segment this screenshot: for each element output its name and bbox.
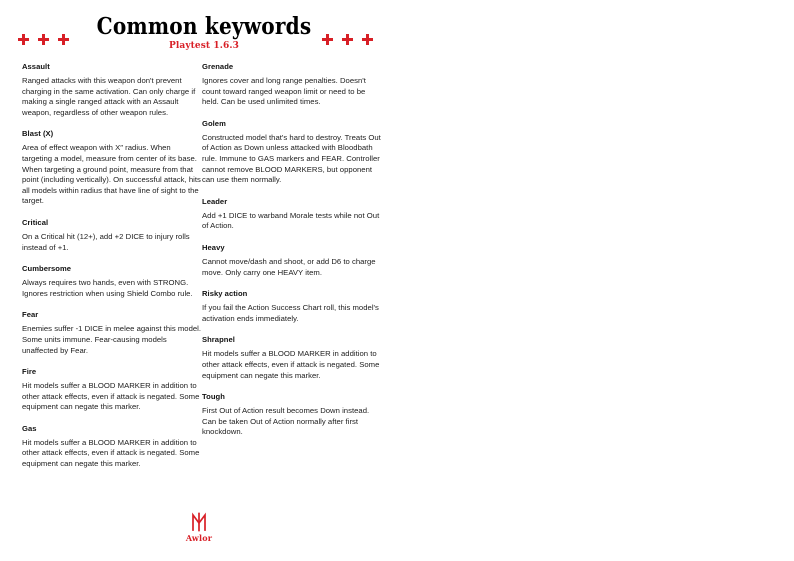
publisher-name: Awlor [185, 533, 213, 543]
keyword-entry [22, 264, 202, 299]
keyword-entry [202, 335, 382, 381]
cross-icon [342, 34, 353, 45]
keyword-definition: Hit models suffer a BLOOD MARKER in addition to other attack effects, even if attack is negated. Some equipment can negate this marker. [202, 349, 380, 380]
publisher-monogram-icon [190, 512, 208, 532]
keyword-column-right [202, 62, 382, 470]
keyword-term: Gas [22, 423, 37, 433]
keyword-definition: Ignores cover and long range penalties. Doesn't count toward ranged weapon limit or need to be held. Can be used unlimited times. [202, 76, 366, 107]
keyword-term: Shrapnel [202, 335, 235, 345]
keyword-column-left [22, 62, 202, 470]
keyword-definition: Constructed model that's hard to destroy. Treats Out of Action as Down unless attacked with Bloodbath rule. Immune to GAS markers and FEAR. Controller cannot remove BLOOD MARKERS, but opponent can use them normally. [202, 132, 381, 185]
keyword-definition: First Out of Action result becomes Down instead. Can be taken Out of Action normally after first knockdown. [202, 406, 370, 437]
keyword-entry [202, 243, 382, 278]
keyword-term: Cumbersome [22, 264, 72, 274]
keyword-term: Critical [22, 217, 49, 227]
title-block [0, 14, 390, 52]
keyword-entry [22, 218, 202, 253]
keyword-term: Grenade [202, 62, 234, 71]
keyword-definition: If you fail the Action Success Chart roll, this model's activation ends immediately. [202, 303, 379, 323]
keyword-term: Golem [202, 118, 226, 128]
cross-icon [362, 34, 373, 45]
keyword-entry [22, 367, 202, 413]
keyword-definition: On a Critical hit (12+), add +2 DICE to injury rolls instead of +1. [22, 231, 190, 252]
keyword-term: Assault [22, 62, 50, 71]
page-title: Common keywords [96, 13, 312, 40]
keyword-term: Leader [202, 196, 228, 206]
keyword-definition: Add +1 DICE to warband Morale tests while not Out of Action. [202, 210, 380, 231]
keyword-term: Blast (X) [22, 129, 54, 139]
keyword-entry [22, 129, 202, 207]
keyword-term: Fire [22, 367, 37, 377]
keyword-term: Fear [22, 310, 39, 320]
keyword-definition: Cannot move/dash and shoot, or add D6 to charge move. Only carry one HEAVY item. [202, 256, 376, 277]
keyword-term: Risky action [202, 289, 248, 299]
keyword-entry [202, 119, 382, 186]
document-header [0, 14, 390, 60]
keyword-entry [202, 392, 382, 438]
keyword-term: Heavy [202, 242, 225, 252]
keyword-definition: Ranged attacks with this weapon don't prevent charging in the same activation. Can only charge if making a single ranged attack with an Assault weapon, regardless of other weapon rules. [22, 76, 196, 117]
keyword-entry [202, 62, 382, 108]
keyword-entry [22, 424, 202, 470]
page-subtitle: Playtest 1.6.3 [169, 41, 239, 51]
keyword-term: Tough [202, 392, 225, 402]
keyword-definition: Enemies suffer -1 DICE in melee against this model. Some units immune. Fear-causing models unaffected by Fear. [22, 324, 202, 355]
header-ornament-right [322, 34, 373, 45]
keyword-entry [202, 197, 382, 232]
keyword-definition: Hit models suffer a BLOOD MARKER in addition to other attack effects, even if attack is negated. Some equipment can negate this marker. [22, 381, 200, 412]
keyword-entry [202, 289, 382, 324]
keyword-definition: Hit models suffer a BLOOD MARKER in addition to other attack effects, even if attack is negated. Some equipment can negate this marker. [22, 437, 200, 469]
keyword-definition: Always requires two hands, even with STRONG. Ignores restriction when using Shield Combo rule. [22, 278, 193, 298]
document-footer [0, 512, 394, 543]
keyword-columns [0, 62, 394, 470]
keyword-entry [22, 62, 202, 118]
keyword-definition: Area of effect weapon with X″ radius. When targeting a model, measure from center of its base. When targeting a ground point, measure from that point (including vertically). On successful attack, hits all models within radius that have line of sight to the target. [22, 143, 201, 206]
keyword-entry [22, 310, 202, 356]
cross-icon [322, 34, 333, 45]
